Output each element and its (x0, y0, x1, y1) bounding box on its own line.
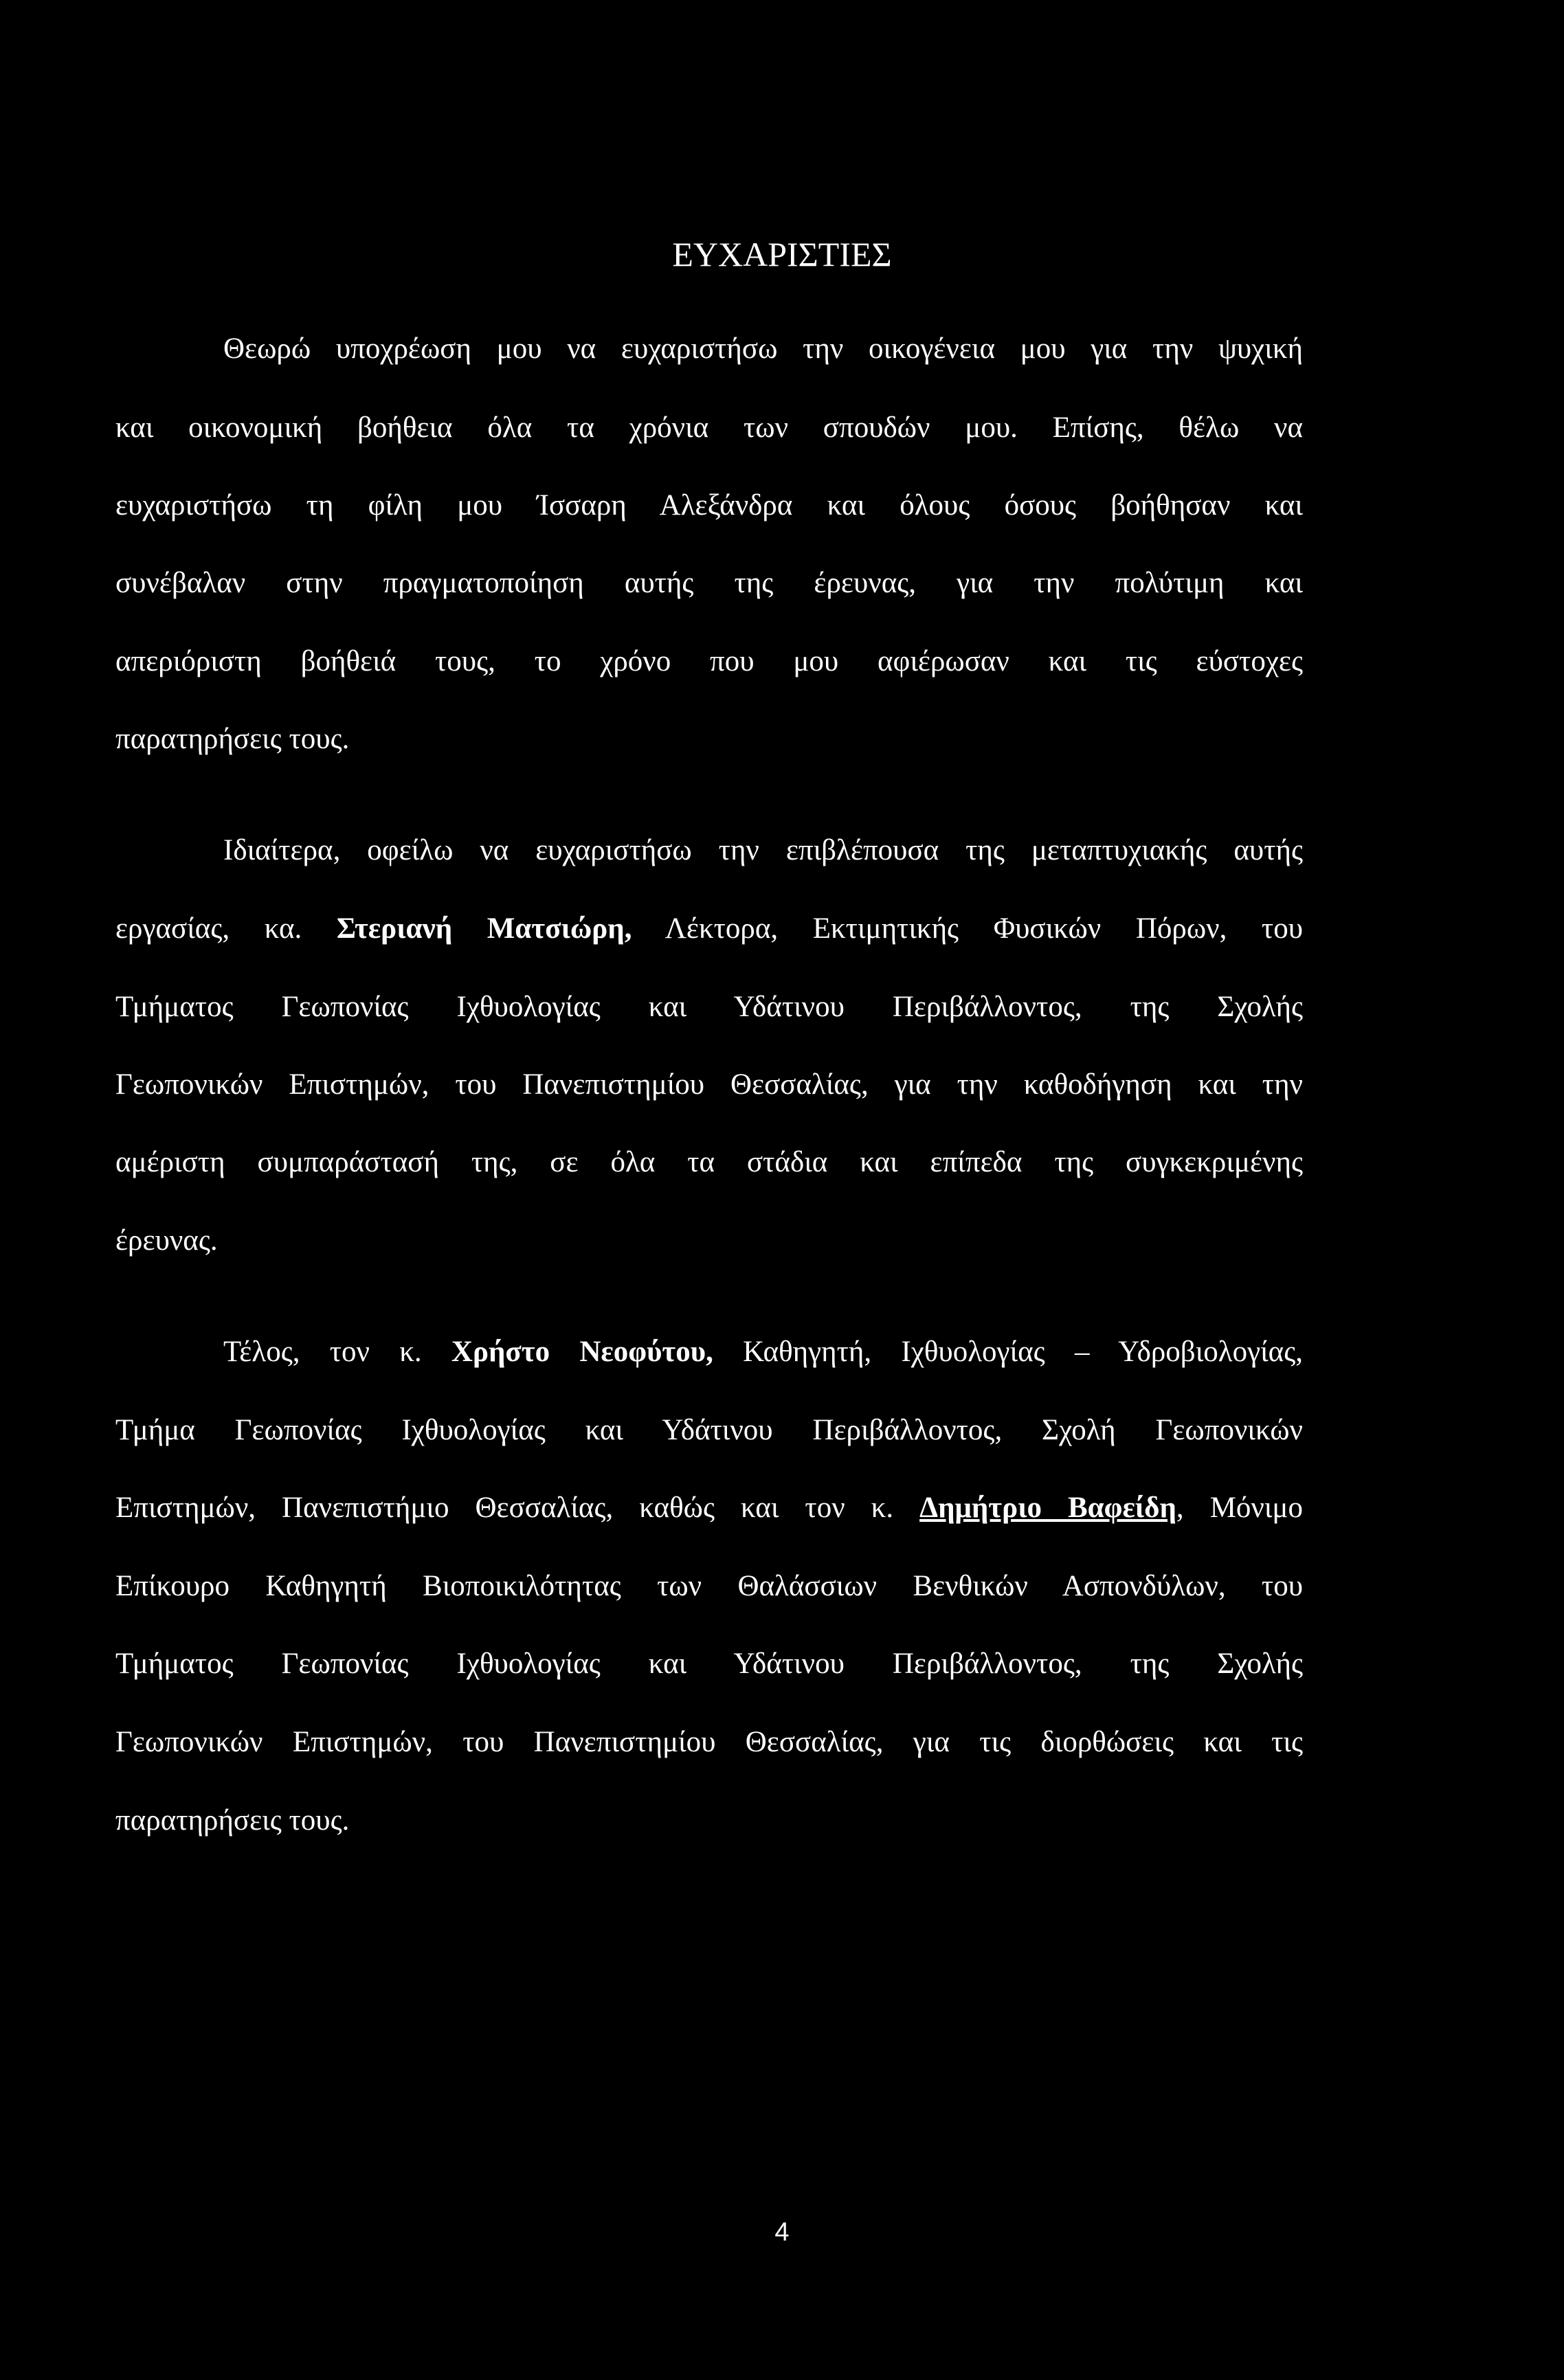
paragraph-3-text: Καθηγητή, Ιχθυολογίας – Υδροβιολογίας, (713, 1336, 1303, 1368)
page-number: 4 (774, 2218, 790, 2247)
paragraph-3-line (223, 1332, 1303, 1373)
paragraph-1-line: απεριόριστη βοήθειά τους, το χρόνο που μου αφιέρωσαν και τις εύστοχες (115, 645, 1303, 677)
paragraph-3-line: Τμήματος Γεωπονίας Ιχθυολογίας και Υδάτινου Περιβάλλοντος, της Σχολής (115, 1648, 1303, 1680)
paragraph-2-text: Λέκτορα, Εκτιμητικής Φυσικών Πόρων, του (632, 912, 1303, 945)
supervisor-name: Στεριανή Ματσιώρη, (336, 912, 632, 945)
paragraph-2-line (115, 908, 1303, 950)
paragraph-3-line: παρατηρήσεις τους. (115, 1804, 350, 1837)
page-title: ΕΥΧΑΡΙΣΤΙΕΣ (672, 235, 892, 273)
paragraph-1-line: και οικονομική βοήθεια όλα τα χρόνια των σπουδών μου. Επίσης, θέλω να (115, 412, 1303, 444)
paragraph-1-line: παρατηρήσεις τους. (115, 723, 350, 755)
paragraph-3-text: , Μόνιμο (1176, 1492, 1303, 1524)
paragraph-3-line: Τμήμα Γεωπονίας Ιχθυολογίας και Υδάτινου Περιβάλλοντος, Σχολή Γεωπονικών (115, 1414, 1303, 1446)
paragraph-3-line (115, 1488, 1303, 1529)
paragraph-1-line: Θεωρώ υποχρέωση μου να ευχαριστήσω την οικογένεια μου για την ψυχική (223, 333, 1303, 365)
paragraph-1-line: ευχαριστήσω τη φίλη μου Ίσσαρη Αλεξάνδρα και όλους όσους βοήθησαν και (115, 489, 1303, 521)
paragraph-2-line: έρευνας. (115, 1224, 218, 1257)
paragraph-3-text: Τέλος, τον κ. (223, 1336, 451, 1368)
paragraph-3-text: Επιστημών, Πανεπιστήμιο Θεσσαλίας, καθώς και τον κ. (115, 1492, 920, 1524)
professor-name: Χρήστο Νεοφύτου, (451, 1336, 713, 1368)
paragraph-3-line: Επίκουρο Καθηγητή Βιοποικιλότητας των Θαλάσσιων Βενθικών Ασπονδύλων, του (115, 1570, 1303, 1602)
paragraph-2-text: εργασίας, κα. (115, 912, 337, 945)
paragraph-2-line: Ιδιαίτερα, οφείλω να ευχαριστήσω την επιβλέπουσα της μεταπτυχιακής αυτής (223, 834, 1303, 866)
professor-name: Δημήτριο Βαφείδη (919, 1492, 1176, 1524)
paragraph-1-line: συνέβαλαν στην πραγματοποίηση αυτής της έρευνας, για την πολύτιμη και (115, 567, 1303, 599)
paragraph-2-line: Τμήματος Γεωπονίας Ιχθυολογίας και Υδάτινου Περιβάλλοντος, της Σχολής (115, 991, 1303, 1023)
paragraph-2-line: αμέριστη συμπαράστασή της, σε όλα τα στάδια και επίπεδα της συγκεκριμένης (115, 1146, 1303, 1178)
paragraph-3-line: Γεωπονικών Επιστημών, του Πανεπιστημίου Θεσσαλίας, για τις διορθώσεις και τις (115, 1726, 1303, 1758)
paragraph-2-line: Γεωπονικών Επιστημών, του Πανεπιστημίου Θεσσαλίας, για την καθοδήγηση και την (115, 1068, 1303, 1101)
